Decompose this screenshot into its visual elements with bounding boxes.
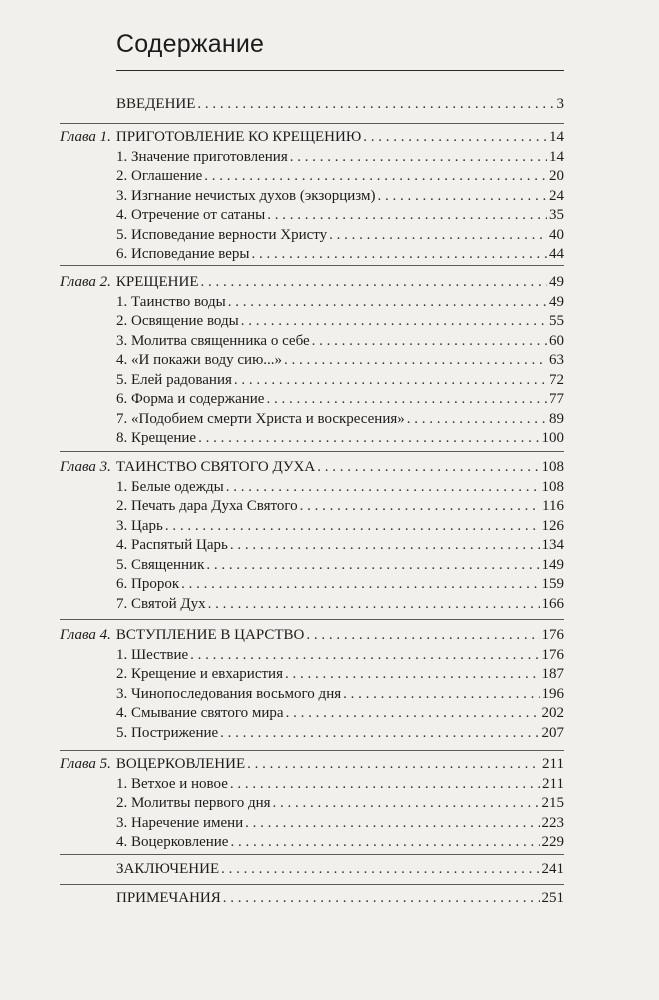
entry-title: 2. Печать дара Духа Святого xyxy=(116,498,298,514)
entry-title: 8. Крещение xyxy=(116,430,197,446)
entry-title: 5. Пострижение xyxy=(116,724,219,741)
page-number: 49 xyxy=(549,274,564,290)
toc-item xyxy=(116,831,564,853)
entry-title: 5. Исповедание верности Христу xyxy=(116,226,328,243)
page-title: Содержание xyxy=(116,30,265,58)
toc-item xyxy=(116,593,564,615)
page-number: 207 xyxy=(541,724,564,741)
toc-intro xyxy=(116,93,564,115)
entry-title: 4. Воцерковление xyxy=(116,834,229,850)
entry-title: 2. Молитвы первого дня xyxy=(116,795,271,811)
chapter-number: Глава 4. xyxy=(60,627,111,643)
entry-title: 4. Отречение от сатаны xyxy=(116,207,266,223)
page-number: 63 xyxy=(549,352,564,368)
page-number: 60 xyxy=(549,332,564,349)
page-number: 3 xyxy=(556,96,564,112)
page-number: 202 xyxy=(541,705,564,721)
page-number: 72 xyxy=(549,371,564,388)
page-number: 100 xyxy=(541,430,564,446)
chapter-title: ВСТУПЛЕНИЕ В ЦАРСТВО xyxy=(115,627,305,643)
chapter-number: Глава 1. xyxy=(60,129,111,145)
page-number: 35 xyxy=(549,207,564,223)
dot-leader xyxy=(220,722,539,744)
toc-conclusion xyxy=(116,858,564,880)
section-title: ПРИМЕЧАНИЯ xyxy=(116,890,221,906)
toc-item xyxy=(116,427,564,449)
page-number: 20 xyxy=(549,168,564,184)
dot-leader xyxy=(251,243,547,265)
page-number: 223 xyxy=(541,814,564,831)
page-number: 229 xyxy=(541,834,564,850)
entry-title: 3. Изгнание нечистых духов (экзорцизм) xyxy=(116,187,376,204)
entry-title: 2. Освящение воды xyxy=(116,313,239,329)
page-number: 40 xyxy=(549,226,564,243)
entry-title: 5. Священник xyxy=(116,556,205,573)
dot-leader xyxy=(198,427,539,449)
dot-leader xyxy=(230,831,539,853)
entry-title: 3. Молитва священника о себе xyxy=(116,332,310,349)
page-number: 89 xyxy=(549,410,564,427)
page-number: 166 xyxy=(541,595,564,612)
page-number: 77 xyxy=(549,391,564,407)
entry-title: 1. Ветхое и новое xyxy=(116,775,228,792)
page-number: 108 xyxy=(541,478,564,495)
page-number: 215 xyxy=(541,795,564,811)
section-divider xyxy=(60,123,564,124)
section-divider xyxy=(60,884,564,885)
entry-title: 6. Пророк xyxy=(116,576,180,592)
entry-title: 2. Крещение и евхаристия xyxy=(116,666,283,682)
chapter-title: ТАИНСТВО СВЯТОГО ДУХА xyxy=(115,459,316,475)
page-number: 176 xyxy=(541,627,564,643)
section-divider xyxy=(60,265,564,266)
entry-title: 4. «И покажи воду сию...» xyxy=(116,352,283,368)
page-number: 126 xyxy=(541,517,564,534)
page-number: 49 xyxy=(549,293,564,310)
page-number: 108 xyxy=(541,459,564,475)
toc-notes xyxy=(116,887,564,909)
page-number: 14 xyxy=(549,129,564,145)
chapter-title: ВОЦЕРКОВЛЕНИЕ xyxy=(115,756,246,772)
section-divider xyxy=(60,619,564,620)
section-title: ВВЕДЕНИЕ xyxy=(116,96,196,112)
section-divider xyxy=(60,854,564,855)
page-number: 116 xyxy=(542,498,564,514)
page-number: 24 xyxy=(549,187,564,204)
page-number: 251 xyxy=(541,890,564,906)
section-divider xyxy=(60,451,564,452)
page-number: 134 xyxy=(541,537,564,553)
entry-title: 3. Чинопоследования восьмого дня xyxy=(116,685,342,702)
entry-title: 1. Значение приготовления xyxy=(116,148,288,165)
entry-title: 7. Святой Дух xyxy=(116,595,206,612)
entry-title: 3. Царь xyxy=(116,517,163,534)
entry-title: 3. Наречение имени xyxy=(116,814,244,831)
page-number: 241 xyxy=(541,861,564,877)
page-number: 176 xyxy=(541,646,564,663)
toc-item xyxy=(116,722,564,744)
page-number: 14 xyxy=(549,148,564,165)
dot-leader xyxy=(221,858,539,880)
page-number: 55 xyxy=(549,313,564,329)
chapter-title: ПРИГОТОВЛЕНИЕ КО КРЕЩЕНИЮ xyxy=(115,129,362,145)
section-title: ЗАКЛЮЧЕНИЕ xyxy=(116,861,220,877)
entry-title: 1. Белые одежды xyxy=(116,478,224,495)
page-number: 196 xyxy=(541,685,564,702)
entry-title: 6. Исповедание веры xyxy=(116,246,250,262)
title-rule xyxy=(116,70,564,71)
dot-leader xyxy=(223,887,540,909)
chapter-title: КРЕЩЕНИЕ xyxy=(115,274,199,290)
page-number: 187 xyxy=(541,666,564,682)
entry-title: 5. Елей радования xyxy=(116,371,232,388)
chapter-number: Глава 5. xyxy=(60,756,111,772)
dot-leader xyxy=(197,93,554,115)
entry-title: 1. Шествие xyxy=(116,646,189,663)
chapter-number: Глава 3. xyxy=(60,459,111,475)
entry-title: 2. Оглашение xyxy=(116,168,203,184)
page-number: 44 xyxy=(549,246,564,262)
chapter-number: Глава 2. xyxy=(60,274,111,290)
toc-item xyxy=(116,243,564,265)
page-number: 159 xyxy=(541,576,564,592)
page-number: 211 xyxy=(542,775,564,792)
page-number: 149 xyxy=(541,556,564,573)
entry-title: 4. Смывание святого мира xyxy=(116,705,284,721)
entry-title: 1. Таинство воды xyxy=(116,293,226,310)
entry-title: 7. «Подобием смерти Христа и воскресения» xyxy=(116,410,405,427)
section-divider xyxy=(60,750,564,751)
dot-leader xyxy=(208,593,540,615)
entry-title: 4. Распятый Царь xyxy=(116,537,228,553)
page-number: 211 xyxy=(542,756,564,772)
entry-title: 6. Форма и содержание xyxy=(116,391,265,407)
